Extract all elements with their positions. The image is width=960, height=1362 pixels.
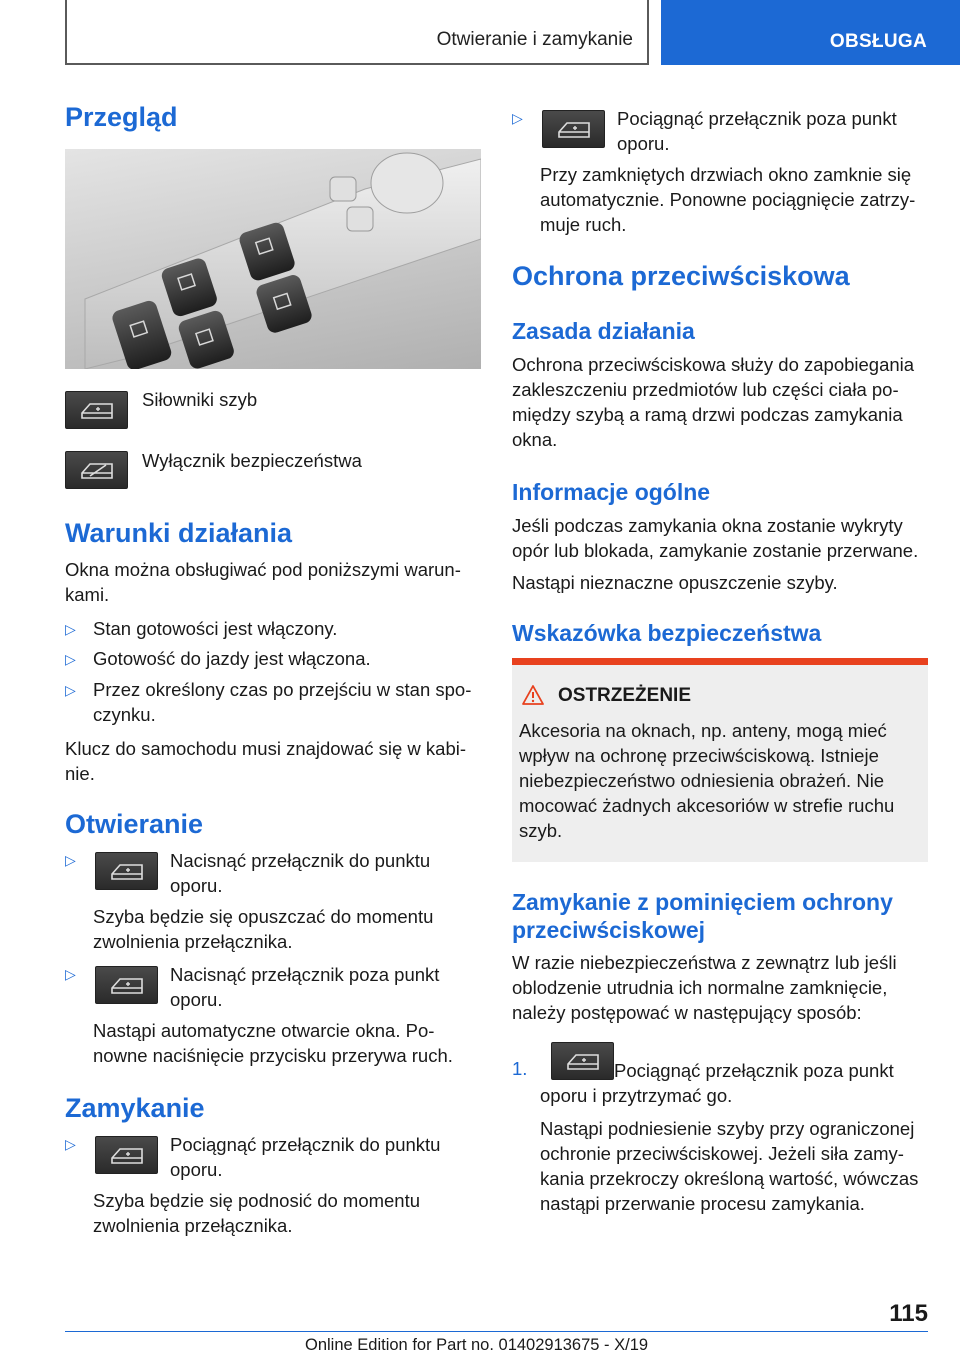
- bullet-icon: ▷: [65, 852, 76, 868]
- opening-item-2-result-2: nowne naciśnięcie przycisku przerywa ruch.: [93, 1045, 453, 1066]
- closing-item-1-action-1: Pociągnąć przełącznik do punktu: [170, 1134, 441, 1155]
- bypass-heading-2: przeciwściskowej: [512, 917, 706, 943]
- closing-item-2-action-1: Pociągnąć przełącznik poza punkt: [617, 108, 897, 129]
- step-action-2: oporu i przytrzymać go.: [540, 1085, 733, 1106]
- pinch-protection-heading: Ochrona przeciwściskowa: [512, 261, 850, 291]
- conditions-intro-1: Okna można obsługiwać pod poniższymi warun-: [65, 559, 461, 580]
- condition-item-1: Stan gotowości jest włączony.: [93, 618, 338, 639]
- window-switch-icon: [95, 1136, 158, 1174]
- header-tab-label: OBSŁUGA: [829, 31, 927, 52]
- general-info-text-1: Jeśli podczas zamykania okna zostanie wykryty: [512, 515, 903, 536]
- bullet-icon: ▷: [65, 1136, 76, 1152]
- opening-item-1-result-1: Szyba będzie się opuszczać do momentu: [93, 906, 434, 927]
- bullet-icon: ▷: [65, 651, 76, 667]
- warning-text-5: szyb.: [519, 820, 563, 841]
- footer-divider: [65, 1331, 928, 1332]
- closing-item-2-action-2: oporu.: [617, 133, 670, 154]
- principle-text-3: między szybą a ramą drzwi podczas zamykania: [512, 404, 903, 425]
- header-tab[interactable]: [661, 0, 960, 65]
- footer-edition: Online Edition for Part no. 01402913675 - X/19: [305, 1336, 649, 1354]
- warning-bar: [512, 658, 928, 665]
- window-switch-icon: [65, 391, 128, 429]
- opening-item-1-action-1: Nacisnąć przełącznik do punktu: [170, 850, 431, 871]
- opening-item-2-result-1: Nastąpi automatyczne otwarcie okna. Po-: [93, 1020, 435, 1041]
- bullet-icon: ▷: [65, 682, 76, 698]
- closing-item-1-result-2: zwolnienia przełącznika.: [93, 1215, 293, 1236]
- closing-item-1-action-2: oporu.: [170, 1159, 223, 1180]
- step-result-4: nastąpi przerwanie procesu zamykania.: [540, 1193, 865, 1214]
- warning-triangle-icon: [522, 685, 544, 705]
- step-action-1: Pociągnąć przełącznik poza punkt: [614, 1060, 894, 1081]
- closing-item-2-result-1: Przy zamkniętych drzwiach okno zamknie się: [540, 164, 912, 185]
- warning-text-3: niebezpieczeństwo odniesienia obrażeń. Nie: [519, 770, 885, 791]
- closing-item-2-result-3: muje ruch.: [540, 214, 627, 235]
- window-switch-icon: [542, 110, 605, 148]
- warning-title: OSTRZEŻENIE: [558, 685, 692, 706]
- step-result-3: kania przekroczy określoną wartość, wówczas: [540, 1168, 919, 1189]
- warning-text-2: wpływ na ochronę przeciwściskową. Istnieje: [519, 745, 879, 766]
- step-result-2: ochronie przeciwściskowej. Jeżeli siła zamy-: [540, 1143, 904, 1164]
- conditions-heading: Warunki działania: [65, 518, 293, 548]
- condition-item-3-line-1: Przez określony czas po przejściu w stan spo-: [93, 679, 472, 700]
- overview-heading: Przegląd: [65, 102, 178, 132]
- principle-heading: Zasada działania: [512, 318, 695, 344]
- window-switch-icon: [95, 852, 158, 890]
- principle-text-1: Ochrona przeciwściskowa służy do zapobiegania: [512, 354, 915, 375]
- header-section-box: [65, 0, 649, 65]
- general-info-heading: Informacje ogólne: [512, 479, 711, 505]
- bullet-icon: ▷: [65, 966, 76, 982]
- bullet-icon: ▷: [512, 110, 523, 126]
- conditions-note-1: Klucz do samochodu musi znajdować się w kabi-: [65, 738, 467, 759]
- conditions-intro-2: kami.: [65, 584, 110, 605]
- bypass-intro-1: W razie niebezpieczeństwa z zewnątrz lub jeśli: [512, 952, 897, 973]
- window-switches-photo: [65, 149, 481, 369]
- warning-text-1: Akcesoria na oknach, np. anteny, mogą mieć: [519, 720, 887, 741]
- safety-switch-icon: [65, 451, 128, 489]
- general-info-text-2: opór lub blokada, zamykanie zostanie przerwane.: [512, 540, 919, 561]
- general-info-text-3: Nastąpi nieznaczne opuszczenie szyby.: [512, 572, 838, 593]
- closing-heading: Zamykanie: [65, 1093, 205, 1123]
- legend-item-2: Wyłącznik bezpieczeństwa: [142, 450, 362, 471]
- warning-text-4: mocować żadnych akcesoriów w strefie ruchu: [519, 795, 895, 816]
- condition-item-3-line-2: czynku.: [93, 704, 156, 725]
- opening-item-1-action-2: oporu.: [170, 875, 223, 896]
- closing-item-2-result-2: automatycznie. Ponowne pociągnięcie zatrzy-: [540, 189, 916, 210]
- safety-heading: Wskazówka bezpieczeństwa: [512, 620, 822, 646]
- closing-item-1-result-1: Szyba będzie się podnosić do momentu: [93, 1190, 421, 1211]
- warning-box: [512, 665, 928, 862]
- bypass-heading-1: Zamykanie z pominięciem ochrony: [512, 889, 893, 915]
- legend-item-1: Siłowniki szyb: [142, 389, 258, 410]
- window-switch-icon: [551, 1042, 614, 1080]
- step-number: 1.: [512, 1058, 528, 1079]
- bullet-icon: ▷: [65, 621, 76, 637]
- opening-heading: Otwieranie: [65, 809, 204, 839]
- bypass-intro-2: oblodzenie utrudnia ich normalne zamknięcie,: [512, 977, 888, 998]
- principle-text-4: okna.: [512, 429, 558, 450]
- step-result-1: Nastąpi podniesienie szyby przy ograniczonej: [540, 1118, 915, 1139]
- opening-item-2-action-2: oporu.: [170, 989, 223, 1010]
- opening-item-2-action-1: Nacisnąć przełącznik poza punkt: [170, 964, 440, 985]
- condition-item-2: Gotowość do jazdy jest włączona.: [93, 648, 371, 669]
- page-number: 115: [889, 1300, 928, 1327]
- window-switch-icon: [95, 966, 158, 1004]
- header-section-title: Otwieranie i zamykanie: [436, 29, 633, 50]
- bypass-intro-3: należy postępować w następujący sposób:: [512, 1002, 862, 1023]
- conditions-note-2: nie.: [65, 763, 95, 784]
- opening-item-1-result-2: zwolnienia przełącznika.: [93, 931, 293, 952]
- principle-text-2: zakleszczeniu przedmiotów lub części ciała po-: [512, 379, 899, 400]
